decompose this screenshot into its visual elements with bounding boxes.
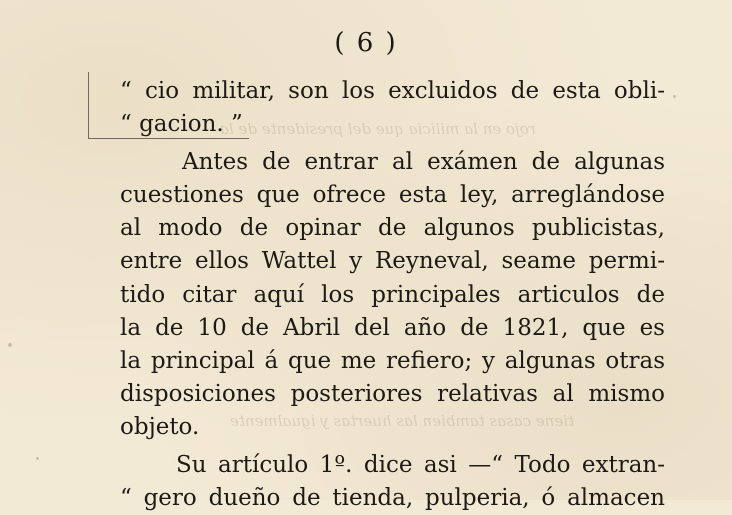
text-line: cuestiones que ofrece esta ley, arreglándose xyxy=(120,182,665,208)
text-line: la principal á que me refiero; y algunas otras xyxy=(120,348,665,374)
text-line: “ gero dueño de tienda, pulperia, ó almacen xyxy=(120,485,665,511)
text-line: disposiciones posteriores relativas al mismo xyxy=(120,381,665,407)
text-line: “ cio militar, son los excluidos de esta obli- xyxy=(120,78,665,104)
text-line: al modo de opinar de algunos publicistas, xyxy=(120,215,665,241)
text-line: Antes de entrar al exámen de algunas xyxy=(182,149,665,175)
text-line: objeto. xyxy=(120,414,200,440)
show-through-text: rojo en la milicia que del presidente de la xyxy=(220,120,536,138)
page-number: ( 6 ) xyxy=(334,28,398,58)
text-line: tido citar aquí los principales articulos de xyxy=(120,282,665,308)
text-line: entre ellos Wattel y Reyneval, seame permi- xyxy=(120,248,665,274)
show-through-text: tiene casas tambien las huertas y igualmente xyxy=(230,412,575,430)
paper-stain xyxy=(673,95,676,98)
text-line: la de 10 de Abril del año de 1821, que es xyxy=(120,315,665,341)
text-line: Su artículo 1º. dice asi —“ Todo extran- xyxy=(176,452,665,478)
paper-stain xyxy=(8,343,12,347)
text-line: “ gacion. ” xyxy=(120,111,243,137)
paper-stain xyxy=(36,457,39,460)
